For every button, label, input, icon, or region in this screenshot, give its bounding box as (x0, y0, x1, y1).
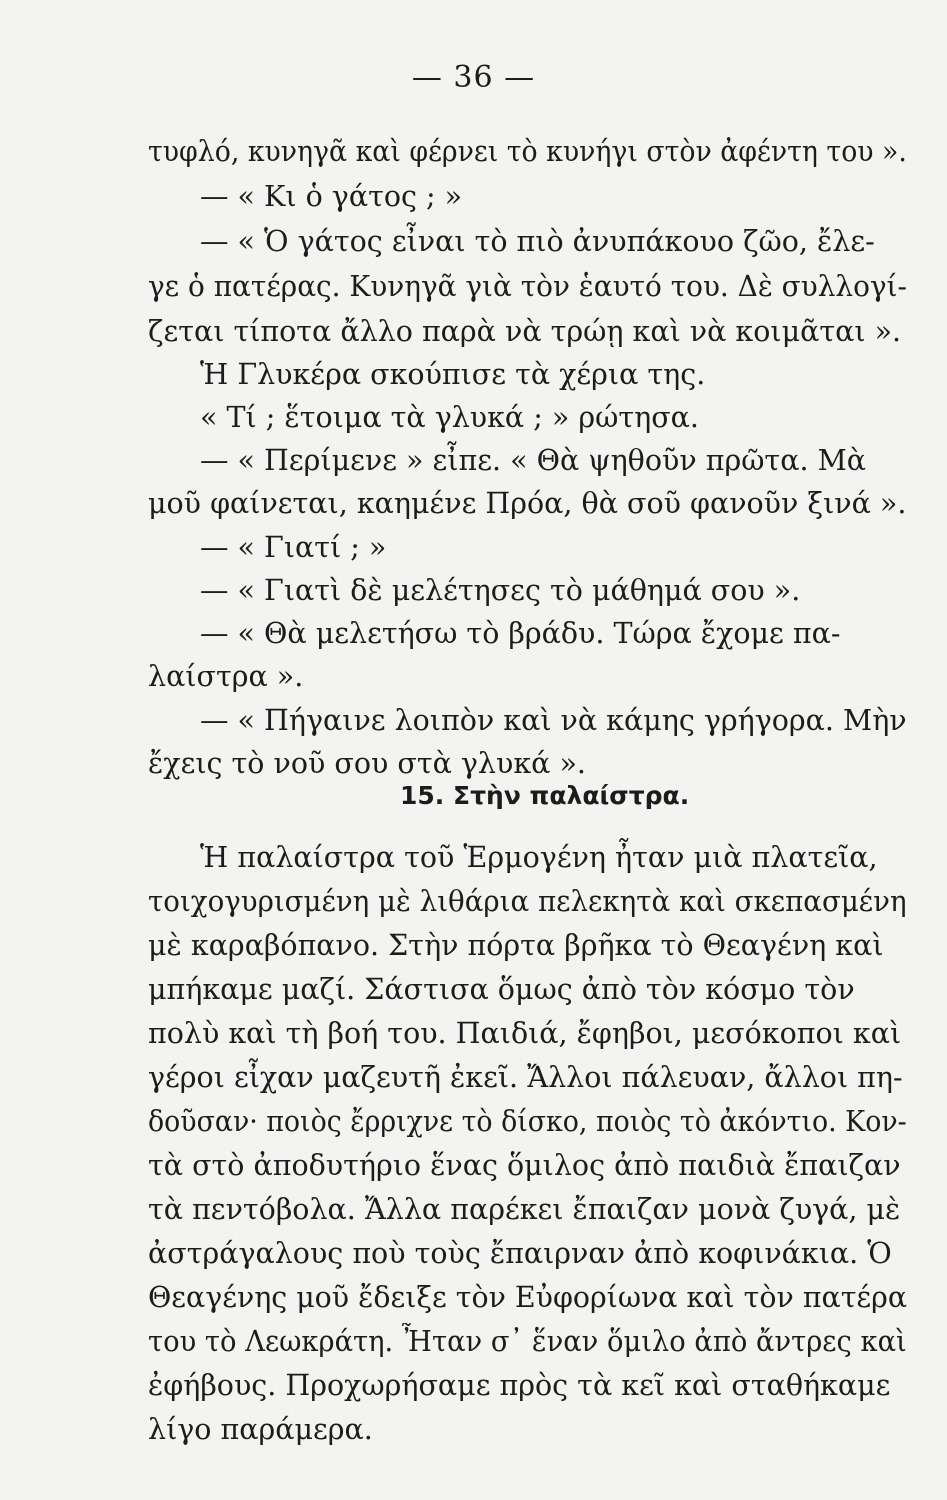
text-line: ἔχεις τὸ νοῦ σου στὰ γλυκά ». (148, 747, 586, 780)
text-line: πολὺ καὶ τὴ βοή του. Παιδιά, ἔφηβοι, μεσόκοποι καὶ (148, 1017, 902, 1050)
text-line: μὲ καραβόπανο. Στὴν πόρτα βρῆκα τὸ Θεαγένη καὶ (148, 929, 884, 962)
text-line: λίγο παράμερα. (148, 1413, 373, 1446)
text-line: Ἡ Γλυκέρα σκούπισε τὰ χέρια της. (200, 358, 706, 391)
text-line: Θεαγένης μοῦ ἔδειξε τὸν Εὐφορίωνα καὶ τὸν πατέρα (148, 1281, 908, 1314)
text-line: γε ὁ πατέρας. Κυνηγᾶ γιὰ τὸν ἑαυτό του. Δὲ συλλογί- (148, 270, 907, 303)
text-line: — « Περίμενε » εἶπε. « Θὰ ψηθοῦν πρῶτα. Μὰ (200, 444, 866, 477)
text-line: τὰ πεντόβολα. Ἄλλα παρέκει ἔπαιζαν μονὰ ζυγά, μὲ (148, 1193, 901, 1226)
text-line: τοιχογυρισμένη μὲ λιθάρια πελεκητὰ καὶ σκεπασμένη (148, 885, 907, 918)
text-line: γέροι εἶχαν μαζευτῆ ἐκεῖ. Ἄλλοι πάλευαν, ἄλλοι πη- (148, 1061, 903, 1094)
section-heading: 15. Στὴν παλαίστρα. (400, 781, 690, 810)
text-line: τὰ στὸ ἀποδυτήριο ἕνας ὅμιλος ἀπὸ παιδιὰ ἔπαιζαν (148, 1149, 901, 1182)
text-line: — « Θὰ μελετήσω τὸ βράδυ. Τώρα ἔχομε πα- (200, 617, 841, 650)
text-line: λαίστρα ». (148, 660, 304, 693)
page-number: — 36 — (411, 60, 536, 95)
text-line: — « Πήγαινε λοιπὸν καὶ νὰ κάμης γρήγορα. Μὴν (200, 704, 907, 737)
text-line: τυφλό, κυνηγᾶ καὶ φέρνει τὸ κυνήγι στὸν ἀφέντη του ». (148, 135, 907, 168)
text-line: μοῦ φαίνεται, καημένε Πρόα, θὰ σοῦ φανοῦν ξινά ». (148, 487, 907, 520)
text-line: — « Ὁ γάτος εἶναι τὸ πιὸ ἀνυπάκουο ζῶο, ἔλε- (200, 225, 875, 258)
text-line: μπήκαμε μαζί. Σάστισα ὅμως ἀπὸ τὸν κόσμο τὸν (148, 973, 855, 1006)
text-line: — « Γιατί ; » (200, 531, 387, 564)
text-line: ἀστράγαλους ποὺ τοὺς ἔπαιρναν ἀπὸ κοφινάκια. Ὁ (148, 1237, 892, 1270)
text-line: Ἡ παλαίστρα τοῦ Ἑρμογένη ἦταν μιὰ πλατεῖα, (200, 841, 878, 874)
text-line: « Τί ; ἕτοιμα τὰ γλυκά ; » ρώτησα. (200, 401, 699, 434)
text-line: — « Κι ὁ γάτος ; » (200, 180, 463, 213)
text-line: του τὸ Λεωκράτη. Ἦταν σ᾽ ἕναν ὅμιλο ἀπὸ ἄντρες καὶ (148, 1325, 907, 1358)
text-line: — « Γιατὶ δὲ μελέτησες τὸ μάθημά σου ». (200, 574, 801, 607)
text-line: δοῦσαν· ποιὸς ἔρριχνε τὸ δίσκο, ποιὸς τὸ ἀκόντιο. Κον- (148, 1105, 907, 1138)
text-line: ἐφήβους. Προχωρήσαμε πρὸς τὰ κεῖ καὶ σταθήκαμε (148, 1369, 891, 1402)
text-line: ζεται τίποτα ἄλλο παρὰ νὰ τρώῃ καὶ νὰ κοιμᾶται ». (148, 315, 902, 348)
